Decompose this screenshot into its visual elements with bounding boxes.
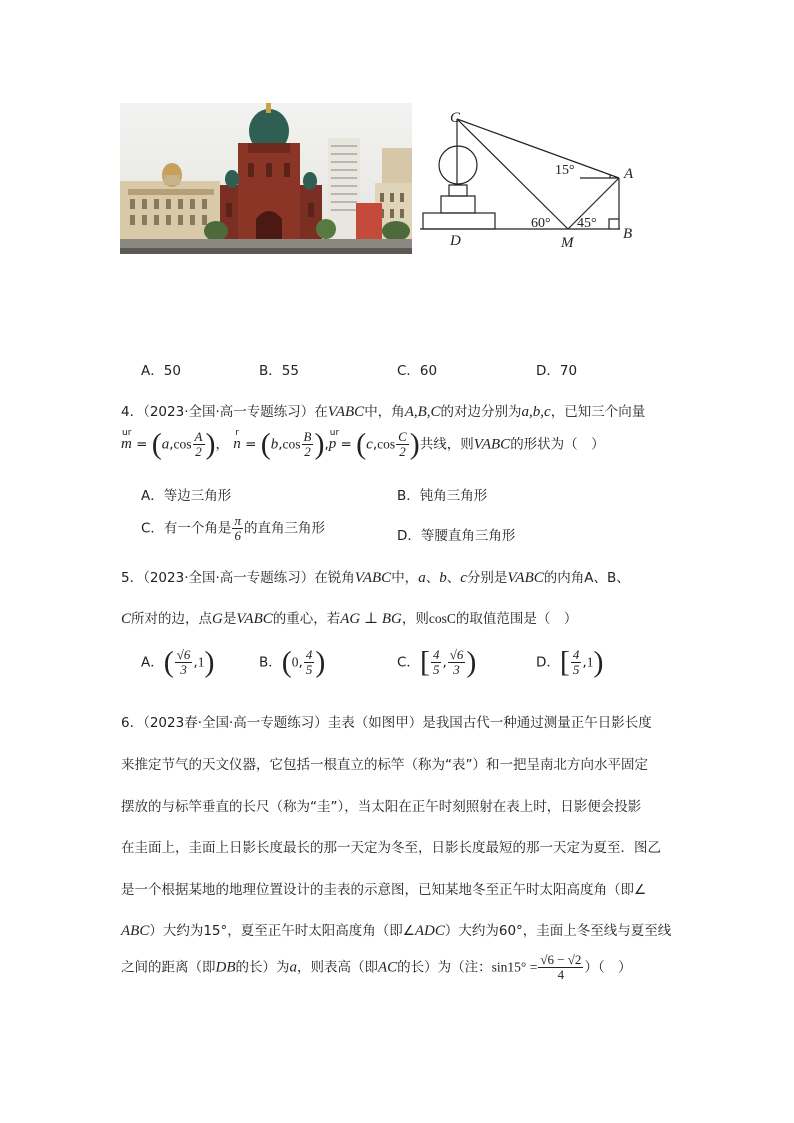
q6-line2: 来推定节气的天文仪器，它包括一根直立的标竿（称为“表”）和一把呈南北方向水平固定	[121, 757, 648, 773]
q4-stem-line2: ur m = (a,cos $\frac{A}{2}$ )， r n = (b,cos $\frac{B}{2}$ ), ur p = (c,cos $\frac{C}{2}$ )共线，则VABC的形状为（ ）	[121, 427, 605, 461]
q3-option-a[interactable]: A．50	[141, 363, 181, 379]
angle-60: 60°	[531, 216, 551, 231]
label-D: D	[450, 233, 461, 249]
q3-option-c[interactable]: C．60	[397, 363, 438, 379]
q5-option-b[interactable]: B．(0, $\frac{4}{5}$ )	[259, 645, 326, 679]
q4-stem-line1: 4．（2023·全国·高一专题练习）在VABC中，角A,B,C的对边分别为a,b,c，已知三个向量	[121, 404, 646, 420]
q6-line6: ABC）大约为15°，夏至正午时太阳高度角（即∠ADC）大约为60°，圭面上冬至线与夏至线	[121, 923, 672, 939]
label-A: A	[624, 166, 634, 182]
q6-line7: 之间的距离（即DB的长）为a，则表高（即AC的长）为（注：sin15° = $\frac{√6 - √2}{4}$ ）（ ）	[121, 952, 632, 982]
q6-line5: 是一个根据某地的地理位置设计的圭表的示意图，已知某地冬至正午时太阳高度角（即∠	[121, 882, 647, 898]
label-M: M	[561, 235, 574, 251]
angle-45: 45°	[577, 216, 597, 231]
q6-line1: 6．（2023春·全国·高一专题练习）圭表（如图甲）是我国古代一种通过测量正午日影长度	[121, 715, 652, 731]
q3-option-d[interactable]: D．70	[536, 363, 578, 379]
label-B: B	[623, 226, 633, 242]
q6-line4: 在圭面上，圭面上日影长度最长的那一天定为冬至，日影长度最短的那一天定为夏至．图乙	[121, 840, 661, 856]
q5-option-c[interactable]: C．[ $\frac{4}{5}$ , $\frac{√6}{3}$ )	[397, 645, 477, 679]
q4-option-b[interactable]: B．钝角三角形	[397, 488, 488, 504]
q6-line3: 摆放的与标竿垂直的长尺（称为“圭”），当太阳在正午时刻照射在表上时，日影便会投影	[121, 799, 642, 815]
angle-15: 15°	[555, 163, 575, 178]
cathedral-photo	[120, 103, 412, 254]
label-C: C	[450, 110, 461, 126]
q5-option-a[interactable]: A．( $\frac{√6}{3}$ ,1)	[141, 645, 215, 679]
q4-option-a[interactable]: A．等边三角形	[141, 488, 232, 504]
q4-option-d[interactable]: D．等腰直角三角形	[397, 528, 516, 544]
q5-stem-line2: C所对的边，点G是VABC的重心，若AG ⊥ BG，则cosC的取值范围是（ ）	[121, 611, 578, 627]
q5-option-d[interactable]: D．[ $\frac{4}{5}$ ,1)	[536, 645, 604, 679]
q3-option-b[interactable]: B．55	[259, 363, 299, 379]
q4-option-c[interactable]: C．有一个角是 $\frac{\pi}{6}$ 的直角三角形	[141, 513, 325, 543]
q5-stem-line1: 5．（2023·全国·高一专题练习）在锐角VABC中，a、b、c分别是VABC的内角A、B、	[121, 570, 630, 586]
